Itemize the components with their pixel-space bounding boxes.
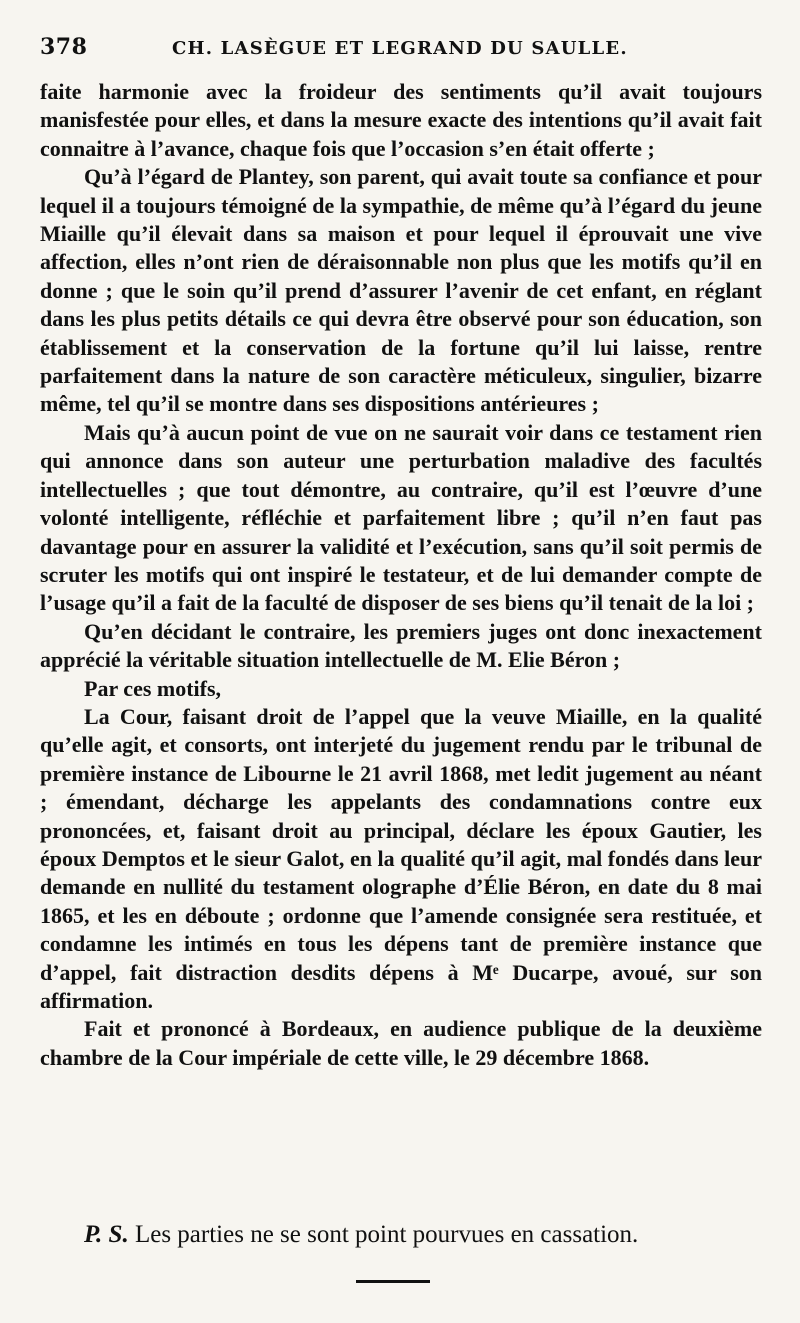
paragraph-premiers-juges: Qu’en décidant le contraire, les premiers juges ont donc inexactement apprécié la véritable situation intellectuelle de M. Elie Béron ; bbox=[40, 618, 762, 673]
paragraph-motifs: Par ces motifs, bbox=[84, 675, 222, 701]
closing-rule bbox=[356, 1280, 430, 1283]
paragraph-testament: Mais qu’à aucun point de vue on ne saurait voir dans ce testament rien qui annonce dans son auteur une perturbation maladive des facultés intellectuelles ; que tout démontre, au contraire, qu’il est l’œuvre d’une volonté intelligente, réfléchie et parfaitement libre ; qu’il n’en faut pas davantage pour en assurer la validité et l’exécution, sans qu’il soit permis de scruter les motifs qui ont inspiré le testateur, et de lui demander compte de l’usage qu’il a fait de la faculté de disposer de ses biens qu’il tenait de la loi ; bbox=[40, 419, 762, 616]
paragraph-decision: La Cour, faisant droit de l’appel que la veuve Miaille, en la qualité qu’elle agit, et consorts, ont interjeté du jugement rendu par le tribunal de première instance de Libourne le 21 avril 1868, met ledit jugement au néant ; émendant, décharge les appelants des condamnations contre eux prononcées, et, faisant droit au principal, déclare les époux Gautier, les époux Demptos et le sieur Galot, en la qualité qu’il agit, mal fondés dans leur demande en nullité du testament olographe d’Élie Béron, en date du 8 mai 1865, et les en déboute ; ordonne que l’amende consignée sera restituée, et condamne les intimés en tous les dépens tant de première instance que d’appel, fait distraction desdits dépens à Mᵉ Ducarpe, avoué, sur son affirmation. bbox=[40, 703, 762, 1013]
paragraph-continuation: faite harmonie avec la froideur des sentiments qu’il avait toujours manisfestée pour elles, et dans la mesure exacte des intentions qu’il avait fait connaitre à l’avance, chaque fois que l’occasion s’en était offerte ; bbox=[40, 79, 762, 161]
page-number: 378 bbox=[40, 34, 88, 60]
paragraph-prononce: Fait et prononcé à Bordeaux, en audience publique de la deuxième chambre de la Cour impériale de cette ville, le 29 décembre 1868. bbox=[40, 1016, 762, 1070]
body-text bbox=[40, 78, 762, 1072]
postscript bbox=[40, 1217, 762, 1253]
postscript-label: P. S. bbox=[84, 1221, 129, 1248]
running-head: CH. LASÈGUE ET LEGRAND DU SAULLE. bbox=[172, 38, 628, 59]
page-header bbox=[40, 34, 760, 64]
paragraph-plantey: Qu’à l’égard de Plantey, son parent, qui avait toute sa confiance et pour lequel il a toujours témoigné de la sympathie, de même qu’à l’égard du jeune Miaille qu’il élevait dans sa maison et pour lequel il éprouvait une vive affection, elles n’ont rien de déraisonnable non plus que les motifs qu’il en donne ; que le soin qu’il prend d’assurer l’avenir de cet enfant, en réglant dans les plus petits détails ce qui devra être observé pour son éducation, son établissement et la conservation de la fortune qu’il lui laisse, rentre parfaitement dans la nature de son caractère méticuleux, singulier, bizarre même, tel qu’il se montre dans ses dispositions antérieures ; bbox=[40, 164, 762, 417]
postscript-text: Les parties ne se sont point pourvues en cassation. bbox=[128, 1221, 639, 1248]
